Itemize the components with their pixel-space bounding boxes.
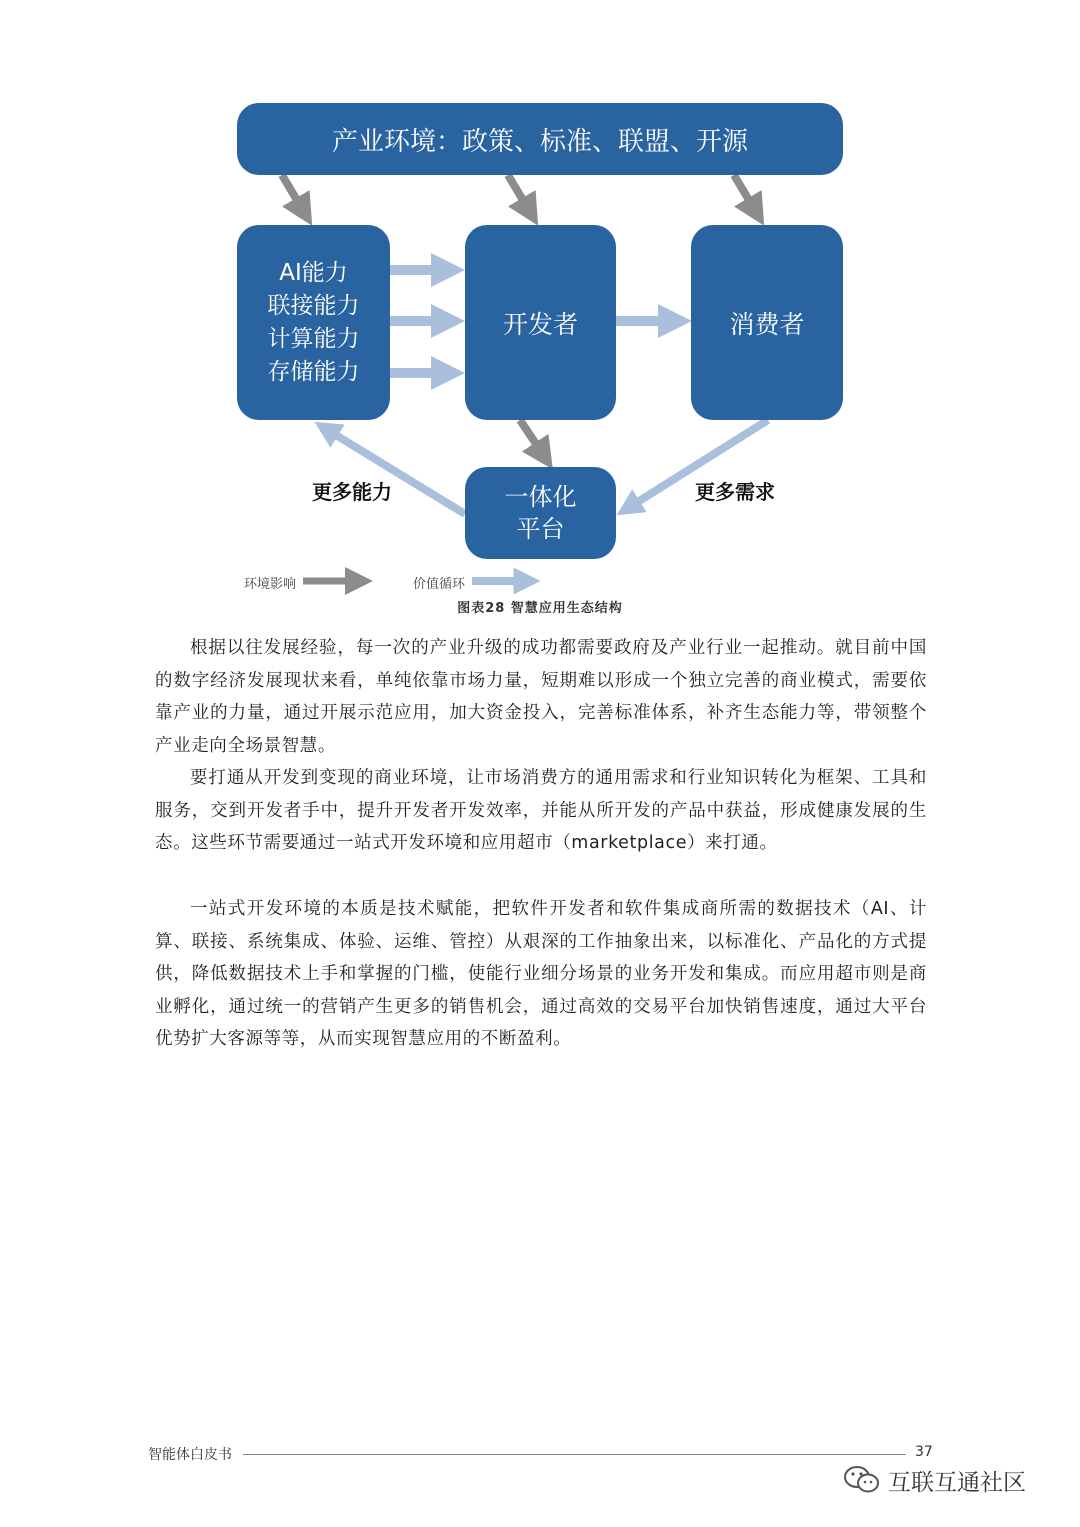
figure-caption: 图表28 智慧应用生态结构 <box>457 601 623 616</box>
legend-env-label: 环境影响 <box>244 577 297 592</box>
platform-line-1: 一体化 <box>504 483 577 511</box>
platform-line-2: 平台 <box>516 515 565 543</box>
paragraph-2: 要打通从开发到变现的商业环境，让市场消费方的通用需求和行业知识转化为框架、工具和服务，交到开发者手中，提升开发者开发效率，并能从所开发的产品中获益，形成健康发展的生态。这些环节需要通过一站式开发环境和应用超市（marketplace）来打通。 <box>155 768 927 853</box>
footer-divider <box>243 1454 906 1455</box>
footer-title: 智能体白皮书 <box>148 1447 232 1463</box>
more-demand-label: 更多需求 <box>695 480 775 504</box>
capability-connect: 联接能力 <box>267 292 360 319</box>
paragraph-3: 一站式开发环境的本质是技术赋能，把软件开发者和软件集成商所需的数据技术（AI、计算、联接、系统集成、体验、运维、管控）从艰深的工作抽象出来，以标准化、产品化的方式提供，降低数据技术上手和掌握的门槛，使能行业细分场景的业务开发和集成。而应用超市则是商业孵化，通过统一的营销产生更多的销售机会，通过高效的交易平台加快销售速度，通过大平台优势扩大客源等等，从而实现智慧应用的不断盈利。 <box>155 899 927 1049</box>
env-arrow-to-consumer <box>734 175 756 212</box>
paragraph-1: 根据以往发展经验，每一次的产业升级的成功都需要政府及产业行业一起推动。就目前中国的数字经济发展现状来看，单纯依靠市场力量，短期难以形成一个独立完善的商业模式，需要依靠产业的力量，通过开展示范应用，加大资金投入，完善标准体系，补齐生态能力等，带领整个产业走向全场景智慧。 <box>155 638 927 756</box>
consumer-box: 消费者 <box>691 225 843 420</box>
env-arrow-to-platform <box>520 420 544 456</box>
legend-value-label: 价值循环 <box>413 577 466 592</box>
more-capability-label: 更多能力 <box>312 480 392 504</box>
watermark <box>842 1462 1026 1498</box>
env-arrow-to-capabilities <box>282 175 304 212</box>
capability-storage: 存储能力 <box>267 358 360 385</box>
industry-environment-box: 产业环境：政策、标准、联盟、开源 <box>237 103 843 175</box>
watermark-text: 互联互通社区 <box>888 1469 1026 1496</box>
capability-ai: AI能力 <box>279 259 348 286</box>
developer-box: 开发者 <box>465 225 616 420</box>
page-number: 37 <box>915 1444 933 1460</box>
capability-compute: 计算能力 <box>267 325 360 352</box>
wechat-icon <box>842 1464 882 1496</box>
env-arrow-to-developer <box>508 175 530 212</box>
capabilities-box <box>237 225 390 420</box>
platform-box <box>465 467 616 559</box>
